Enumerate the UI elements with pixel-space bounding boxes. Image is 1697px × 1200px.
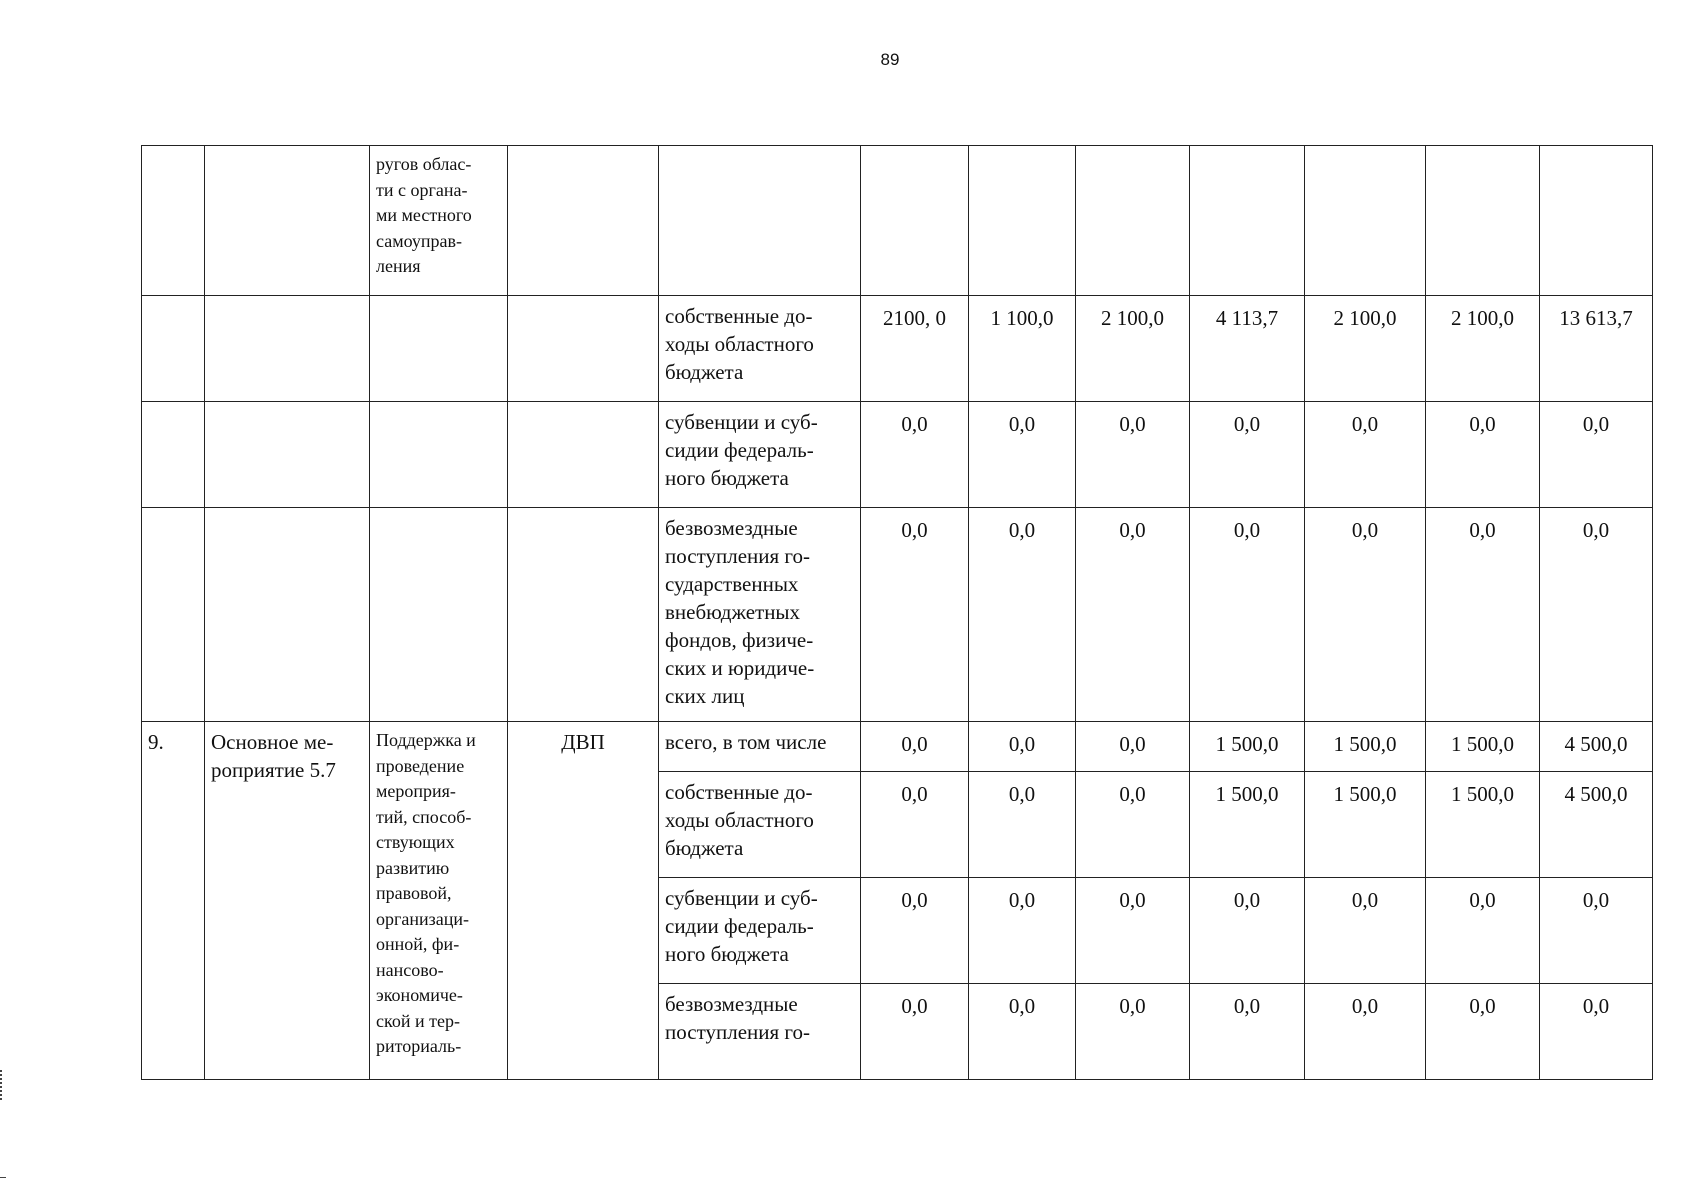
value-cell: 0,0: [861, 722, 969, 772]
value-cell: 4 500,0: [1540, 722, 1653, 772]
value-cell: 1 500,0: [1426, 772, 1540, 878]
value-cell: 0,0: [1540, 402, 1653, 508]
table-row: [142, 402, 1653, 508]
value-cell: 0,0: [969, 878, 1076, 984]
event-name-cell: [205, 146, 370, 296]
table-row: [142, 296, 1653, 402]
value-cell: [1426, 146, 1540, 296]
value-cell: 0,0: [1076, 772, 1190, 878]
funding-source-cell: субвенции и суб- сидии федераль- ного бюджета: [659, 402, 861, 508]
value-cell: 0,0: [1426, 402, 1540, 508]
value-cell: 1 500,0: [1190, 722, 1305, 772]
value-cell: 0,0: [1305, 984, 1426, 1080]
value-cell: 1 100,0: [969, 296, 1076, 402]
value-cell: 0,0: [1190, 508, 1305, 722]
value-cell: 0,0: [861, 984, 969, 1080]
value-cell: 0,0: [1076, 878, 1190, 984]
value-cell: 1 500,0: [1305, 722, 1426, 772]
row-number-cell: [142, 146, 205, 296]
value-cell: 0,0: [969, 402, 1076, 508]
executor-cell: ДВП: [508, 722, 659, 1080]
event-description-cell: Поддержка и проведение мероприя- тий, способ- ствующих развитию правовой, организаци- онной, фи- нансово- экономиче- ской и тер- риториаль-: [370, 722, 508, 1080]
value-cell: 0,0: [1426, 984, 1540, 1080]
value-cell: 4 113,7: [1190, 296, 1305, 402]
table-row: [142, 146, 1653, 296]
value-cell: 0,0: [1305, 878, 1426, 984]
value-cell: [969, 146, 1076, 296]
value-cell: 0,0: [969, 722, 1076, 772]
funding-source-cell: безвозмездные поступления го-: [659, 984, 861, 1080]
value-cell: [1305, 146, 1426, 296]
value-cell: 0,0: [1540, 878, 1653, 984]
value-cell: [1190, 146, 1305, 296]
value-cell: 1 500,0: [1190, 772, 1305, 878]
event-description-cell: [370, 402, 508, 508]
row-number-cell: [142, 508, 205, 722]
event-name-cell: [205, 296, 370, 402]
value-cell: [1540, 146, 1653, 296]
value-cell: 0,0: [1190, 402, 1305, 508]
table-row: [142, 722, 1653, 772]
value-cell: 0,0: [1305, 508, 1426, 722]
executor-cell: [508, 296, 659, 402]
value-cell: 0,0: [1076, 984, 1190, 1080]
executor-cell: [508, 146, 659, 296]
value-cell: 2 100,0: [1076, 296, 1190, 402]
value-cell: 0,0: [1305, 402, 1426, 508]
value-cell: 0,0: [1540, 508, 1653, 722]
funding-source-cell: собственные до- ходы областного бюджета: [659, 772, 861, 878]
value-cell: 0,0: [1540, 984, 1653, 1080]
value-cell: 2 100,0: [1305, 296, 1426, 402]
table-row: [142, 508, 1653, 722]
value-cell: 0,0: [861, 772, 969, 878]
funding-source-cell: всего, в том числе: [659, 722, 861, 772]
funding-source-cell: [659, 146, 861, 296]
value-cell: 2 100,0: [1426, 296, 1540, 402]
value-cell: 2100, 0: [861, 296, 969, 402]
value-cell: 0,0: [969, 772, 1076, 878]
value-cell: 0,0: [1076, 402, 1190, 508]
value-cell: 0,0: [1190, 984, 1305, 1080]
value-cell: [861, 146, 969, 296]
event-name-cell: Основное ме- роприятие 5.7: [205, 722, 370, 1080]
event-name-cell: [205, 402, 370, 508]
value-cell: 0,0: [861, 402, 969, 508]
margin-dash: [0, 1177, 6, 1178]
value-cell: 0,0: [1426, 508, 1540, 722]
margin-marks: [0, 1070, 8, 1100]
value-cell: 4 500,0: [1540, 772, 1653, 878]
value-cell: 1 500,0: [1426, 722, 1540, 772]
value-cell: 0,0: [969, 984, 1076, 1080]
executor-cell: [508, 402, 659, 508]
value-cell: 0,0: [1426, 878, 1540, 984]
value-cell: 0,0: [1076, 508, 1190, 722]
funding-source-cell: безвозмездные поступления го- сударственных внебюджетных фондов, физиче- ских и юридиче- ских лиц: [659, 508, 861, 722]
budget-table: [141, 145, 1653, 1080]
event-description-cell: [370, 296, 508, 402]
value-cell: 0,0: [969, 508, 1076, 722]
row-number-cell: 9.: [142, 722, 205, 1080]
row-number-cell: [142, 296, 205, 402]
event-description-cell: ругов облас- ти с органа- ми местного самоуправ- ления: [370, 146, 508, 296]
funding-source-cell: субвенции и суб- сидии федераль- ного бюджета: [659, 878, 861, 984]
value-cell: 0,0: [1076, 722, 1190, 772]
executor-cell: [508, 508, 659, 722]
funding-source-cell: собственные до- ходы областного бюджета: [659, 296, 861, 402]
page-number: 89: [880, 50, 900, 69]
value-cell: 1 500,0: [1305, 772, 1426, 878]
value-cell: 0,0: [1190, 878, 1305, 984]
value-cell: [1076, 146, 1190, 296]
value-cell: 13 613,7: [1540, 296, 1653, 402]
event-name-cell: [205, 508, 370, 722]
row-number-cell: [142, 402, 205, 508]
event-description-cell: [370, 508, 508, 722]
value-cell: 0,0: [861, 508, 969, 722]
value-cell: 0,0: [861, 878, 969, 984]
